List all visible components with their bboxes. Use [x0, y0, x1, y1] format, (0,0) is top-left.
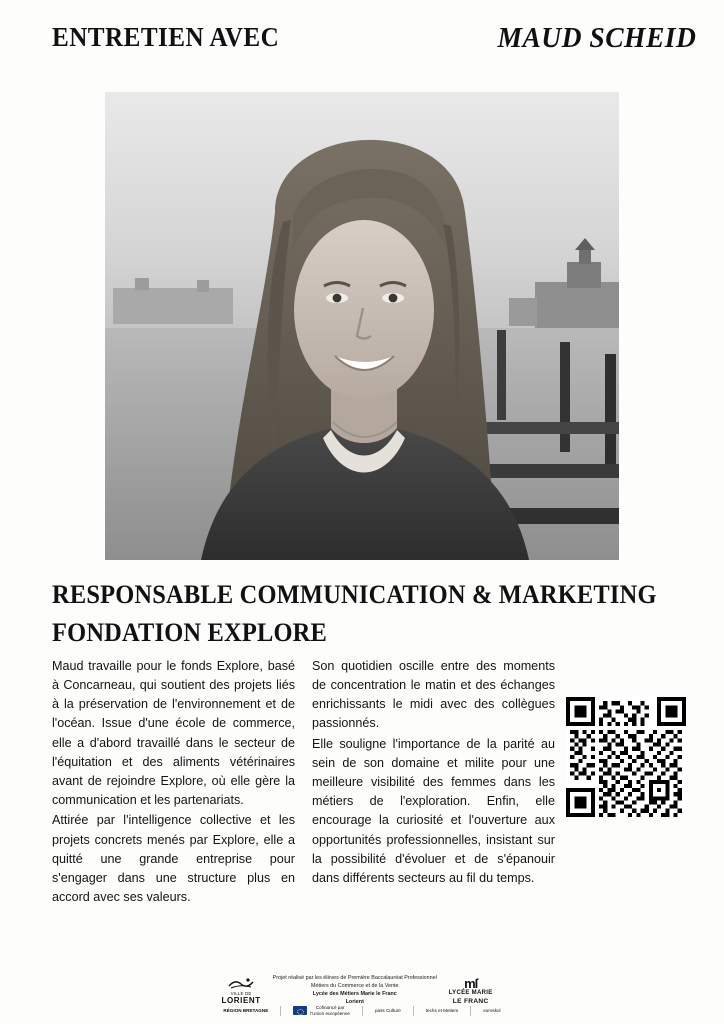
body-column-right — [312, 657, 555, 889]
portrait-photo — [105, 92, 619, 560]
region-bretagne-logo: RÉGION BRETAGNE — [223, 1007, 269, 1013]
paragraph: Maud travaille pour le fonds Explore, basé à Concarneau, qui soutient des projets liés à la préservation de l'environnement et de l'océan. Issue d'une école de commerce, elle a d'abord travaillé dans le secteur de l'équitation et des aliments vétérinaires avant de rejoindre Explore, où elle gère la communication et les partenariats. — [52, 659, 295, 807]
lorient-city-logo — [221, 975, 260, 1007]
marie-le-franc-logo — [449, 977, 493, 1006]
paragraph: Elle souligne l'importance de la parité au sein de son domaine et milite pour une meilleure visibilité des femmes dans les métiers de l'exploration. Enfin, elle encourage la curiosité et l'ouverture aux opportunités professionnelles, insistant sur la possibilité d'évoluer et de s'épanouir dans différents secteurs au fil du temps. — [312, 736, 555, 885]
paragraph: Attirée par l'intelligence collective et les projets concrets menés par Explore, elle a quitté une grande entreprise pour s'engager dans une structure plus en accord avec ses valeurs. — [52, 813, 295, 904]
header-label: ENTRETIEN AVEC — [52, 22, 280, 52]
paragraph: Son quotidien oscille entre des moments de concentration le matin et des échanges enrichissants le midi avec des collègues passionnés. — [312, 659, 555, 731]
pass-culture-logo: pass Culture — [374, 1007, 401, 1013]
marie-le-franc-mark-icon: mſ — [464, 976, 478, 992]
credit-line-3: Lycée des Métiers Marie le Franc — [312, 990, 397, 997]
credit-line-4: Lorient — [345, 998, 364, 1005]
eu-line-2: l'Union européenne — [310, 1010, 350, 1016]
body-column-left — [52, 657, 295, 908]
divider — [362, 1006, 363, 1016]
lycee-line-2: LE FRANC — [452, 997, 489, 1005]
footer-logos — [200, 944, 514, 1006]
poster-header — [52, 22, 696, 68]
project-credit — [271, 974, 439, 1006]
lorient-name-label: LORIENT — [221, 996, 261, 1005]
credit-line-1: Projet réalisé par les élèves de Première Baccalauréat Professionnel — [272, 974, 437, 981]
lorient-sub-label: VILLE DE — [230, 990, 252, 996]
qr-code-icon[interactable] — [566, 697, 686, 817]
eu-flag-icon — [293, 1006, 307, 1015]
lorient-mark-icon — [227, 975, 255, 991]
interviewee-name: MAUD SCHEID — [497, 22, 696, 54]
credit-line-2: Métiers du Commerce et de la Vente — [311, 982, 399, 989]
euroskol-logo: euroskol — [483, 1007, 501, 1013]
divider — [470, 1006, 471, 1016]
eu-line-1: Cofinancé par — [315, 1005, 345, 1010]
tech-et-metiers-logo: techs et Metiers — [425, 1007, 459, 1013]
title-line-2: FONDATION EXPLORE — [52, 617, 328, 647]
eu-funding-logo — [293, 1005, 350, 1016]
title-line-1: RESPONSABLE COMMUNICATION & MARKETING — [52, 580, 657, 609]
divider — [413, 1006, 414, 1016]
article-title — [52, 576, 684, 651]
footer-partners — [196, 1005, 528, 1016]
lycee-line-1: LYCÉE MARIE — [448, 990, 493, 997]
divider — [280, 1006, 281, 1016]
